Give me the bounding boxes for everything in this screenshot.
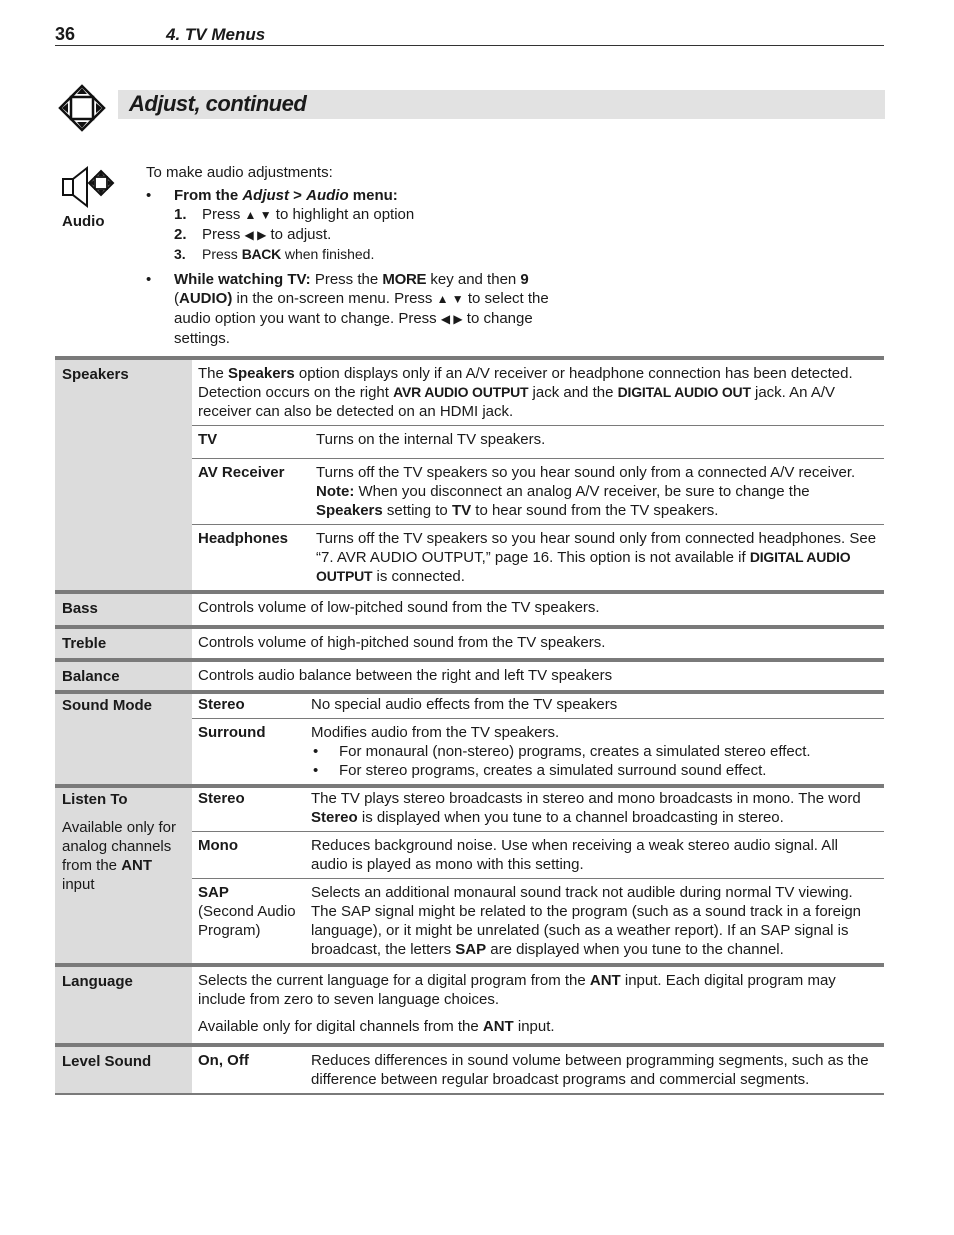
text: to select the audio option you want to change. Press: [174, 290, 549, 327]
row-content: [192, 692, 884, 786]
option-row: [192, 525, 884, 591]
text: Available only for analog channels from the: [62, 819, 176, 874]
row-description: Controls volume of high-pitched sound from the TV speakers.: [198, 634, 606, 651]
table-row-treble: [55, 627, 884, 660]
table-row-balance: [55, 660, 884, 692]
up-down-arrows-icon: ▲ ▼: [436, 292, 464, 306]
step: [174, 225, 556, 245]
text: Press: [202, 246, 242, 262]
text: (: [174, 290, 179, 307]
row-label: Listen To: [62, 791, 128, 808]
option-row: [192, 879, 884, 964]
text: Speakers: [316, 502, 383, 519]
text: Turns off the TV speakers so you hear sound only from connected headphones. See “7. AVR AUDIO OUTPUT,” page 16. This option is not available if: [316, 530, 877, 566]
row-label: Level Sound: [55, 1045, 192, 1094]
text: Adjust: [242, 187, 290, 204]
step-list: [174, 205, 556, 264]
table-row-language: [55, 965, 884, 1045]
up-down-arrows-icon: ▲ ▼: [244, 208, 272, 222]
option-key: AV Receiver: [192, 459, 310, 525]
page-number: 36: [55, 24, 76, 44]
key-name: MORE: [382, 271, 427, 288]
text: Stereo: [311, 809, 358, 826]
option-value: [310, 459, 884, 525]
option-value: [305, 788, 884, 832]
menu-bullet: [146, 186, 556, 264]
text: in the on-screen menu. Press: [232, 290, 437, 307]
option-row: [192, 426, 884, 459]
text: Press: [202, 206, 245, 223]
text: to hear sound from the TV speakers.: [471, 502, 719, 519]
option-key: TV: [192, 426, 310, 459]
text: Press the: [310, 271, 383, 288]
option-row: [192, 832, 884, 879]
option-value: Reduces background noise. Use when receiving a weak stereo audio signal. All audio is played as mono with this setting.: [305, 832, 884, 879]
paragraph: [198, 1017, 878, 1036]
text: input: [62, 876, 95, 893]
text: is displayed when you tune to a channel broadcasting in stereo.: [357, 809, 784, 826]
option-key: Stereo: [198, 790, 245, 807]
option-value: Turns on the internal TV speakers.: [310, 426, 884, 459]
table-row-speakers: [55, 358, 884, 592]
table-row-sound-mode: [55, 692, 884, 786]
audio-instructions: [146, 163, 556, 348]
speakers-description: [192, 360, 884, 426]
row-description: Controls audio balance between the right and left TV speakers: [198, 667, 613, 684]
row-label: Bass: [55, 592, 192, 627]
row-content: [192, 1045, 884, 1094]
text: Selects an additional monaural sound track not audible during normal TV viewing. The SAP signal might be related to the program (such as a sound track in a foreign language), or it might be unrelated (such as a weather report). If an SAP signal is broadcast, the letters: [311, 884, 862, 958]
section-title: Adjust, continued: [129, 91, 307, 116]
option-key: On, Off: [198, 1052, 249, 1069]
option-key: Headphones: [192, 525, 310, 591]
text: The TV plays stereo broadcasts in stereo and mono broadcasts in mono. The word: [311, 790, 861, 807]
bullet: •: [313, 762, 319, 779]
text: Turns off the TV speakers so you hear sound only from a connected A/V receiver.: [316, 464, 856, 481]
step-number: 3.: [174, 246, 186, 262]
row-content: [192, 358, 884, 592]
text: input. Each digital program may include from zero to seven language choices.: [198, 972, 836, 1008]
header-rule: [55, 45, 884, 46]
left-right-arrows-icon: ◀ ▶: [244, 228, 267, 242]
option-key: Mono: [192, 832, 305, 879]
text: menu:: [348, 187, 398, 204]
bullet: •: [146, 271, 152, 288]
option-row: [192, 459, 884, 525]
option-value: [305, 879, 884, 964]
left-right-arrows-icon: ◀ ▶: [440, 312, 463, 326]
text: ANT: [482, 1018, 514, 1035]
step: [174, 245, 556, 264]
watching-bullet: [146, 270, 556, 348]
row-sublabel: [62, 818, 186, 894]
table-row-level-sound: [55, 1045, 884, 1094]
row-label: Speakers: [55, 358, 192, 592]
text: jack. An A/V receiver can also be detected on an HDMI jack.: [198, 384, 836, 420]
text: input.: [513, 1018, 555, 1035]
text: to change settings.: [174, 310, 533, 347]
paragraph: [198, 971, 878, 1009]
text: option displays only if an A/V receiver or headphone connection has been detected. Detection occurs on the right: [198, 365, 853, 401]
key-name: BACK: [241, 246, 281, 262]
step-number: 2.: [174, 226, 187, 243]
audio-settings-table: [55, 356, 884, 1095]
option-row: [192, 788, 884, 832]
text: is connected.: [372, 568, 465, 585]
text: For monaural (non-stereo) programs, creates a simulated stereo effect.: [339, 743, 811, 760]
option-value: No special audio effects from the TV speakers: [311, 696, 618, 713]
jack-name: DIGITAL AUDIO OUT: [617, 384, 751, 400]
text: when finished.: [280, 246, 375, 262]
level-sound-options: [192, 1047, 884, 1093]
text: key and then: [426, 271, 521, 288]
table-row-bass: [55, 592, 884, 627]
speakers-options: [192, 360, 884, 590]
option-key: SAP: [198, 884, 229, 901]
jack-name: DIGITAL AUDIO OUTPUT: [316, 549, 851, 584]
row-description: [192, 965, 884, 1045]
text: Note:: [316, 483, 355, 500]
text: SAP: [455, 941, 487, 958]
option-key-note: (Second Audio Program): [198, 903, 296, 939]
navigation-arrows-icon: [58, 84, 106, 132]
listen-to-options: [192, 788, 884, 963]
speaker-icon: [60, 165, 118, 209]
text: Selects the current language for a digital program from the: [198, 972, 590, 989]
text: The: [198, 365, 229, 382]
option-row: [192, 694, 884, 719]
bullet: •: [313, 743, 319, 760]
text: Speakers: [228, 365, 295, 382]
option-key: Stereo: [198, 696, 245, 713]
text: setting to: [382, 502, 452, 519]
option-key-cell: [192, 879, 305, 964]
row-content: [192, 786, 884, 965]
text: to adjust.: [266, 226, 332, 243]
row-label: Language: [55, 965, 192, 1045]
text: Audio: [306, 187, 349, 204]
text: ANT: [121, 857, 153, 874]
step-number: 1.: [174, 206, 187, 223]
audio-label: Audio: [62, 213, 105, 230]
sound-mode-options: [192, 694, 884, 784]
text: Available only for digital channels from the: [198, 1018, 483, 1035]
text: ANT: [589, 972, 621, 989]
text: AUDIO): [179, 290, 233, 307]
intro-text: To make audio adjustments:: [146, 164, 333, 181]
row-label-cell: [55, 786, 192, 965]
table-row-listen-to: [55, 786, 884, 965]
option-row: [192, 719, 884, 785]
jack-name: AVR AUDIO OUTPUT: [393, 384, 529, 400]
text: >: [289, 187, 307, 204]
text: Modifies audio from the TV speakers.: [311, 724, 560, 741]
bullet: •: [146, 187, 152, 204]
row-label: Treble: [55, 627, 192, 660]
step: [174, 205, 556, 225]
option-value: Reduces differences in sound volume between programming segments, such as the difference between regular broadcast programs and commercial segments.: [311, 1052, 869, 1088]
row-label: Balance: [55, 660, 192, 692]
text: For stereo programs, creates a simulated surround sound effect.: [339, 762, 767, 779]
text: While watching TV:: [174, 271, 311, 288]
key-name: 9: [520, 271, 529, 288]
text: From the: [174, 187, 243, 204]
text: to highlight an option: [271, 206, 415, 223]
text: are displayed when you tune to the channel.: [486, 941, 784, 958]
option-key: Surround: [192, 719, 305, 785]
text: When you disconnect an analog A/V receiver, be sure to change the: [354, 483, 810, 500]
list-item: [311, 742, 878, 761]
row-description: Controls volume of low-pitched sound from the TV speakers.: [198, 599, 600, 616]
list-item: [311, 761, 878, 780]
text: Press: [202, 226, 245, 243]
option-value: [310, 525, 884, 591]
option-row: [192, 1047, 884, 1093]
option-value: [305, 719, 884, 785]
row-label: Sound Mode: [55, 692, 192, 786]
text: TV: [451, 502, 472, 519]
text: jack and the: [528, 384, 618, 401]
chapter-title: 4. TV Menus: [166, 25, 266, 44]
